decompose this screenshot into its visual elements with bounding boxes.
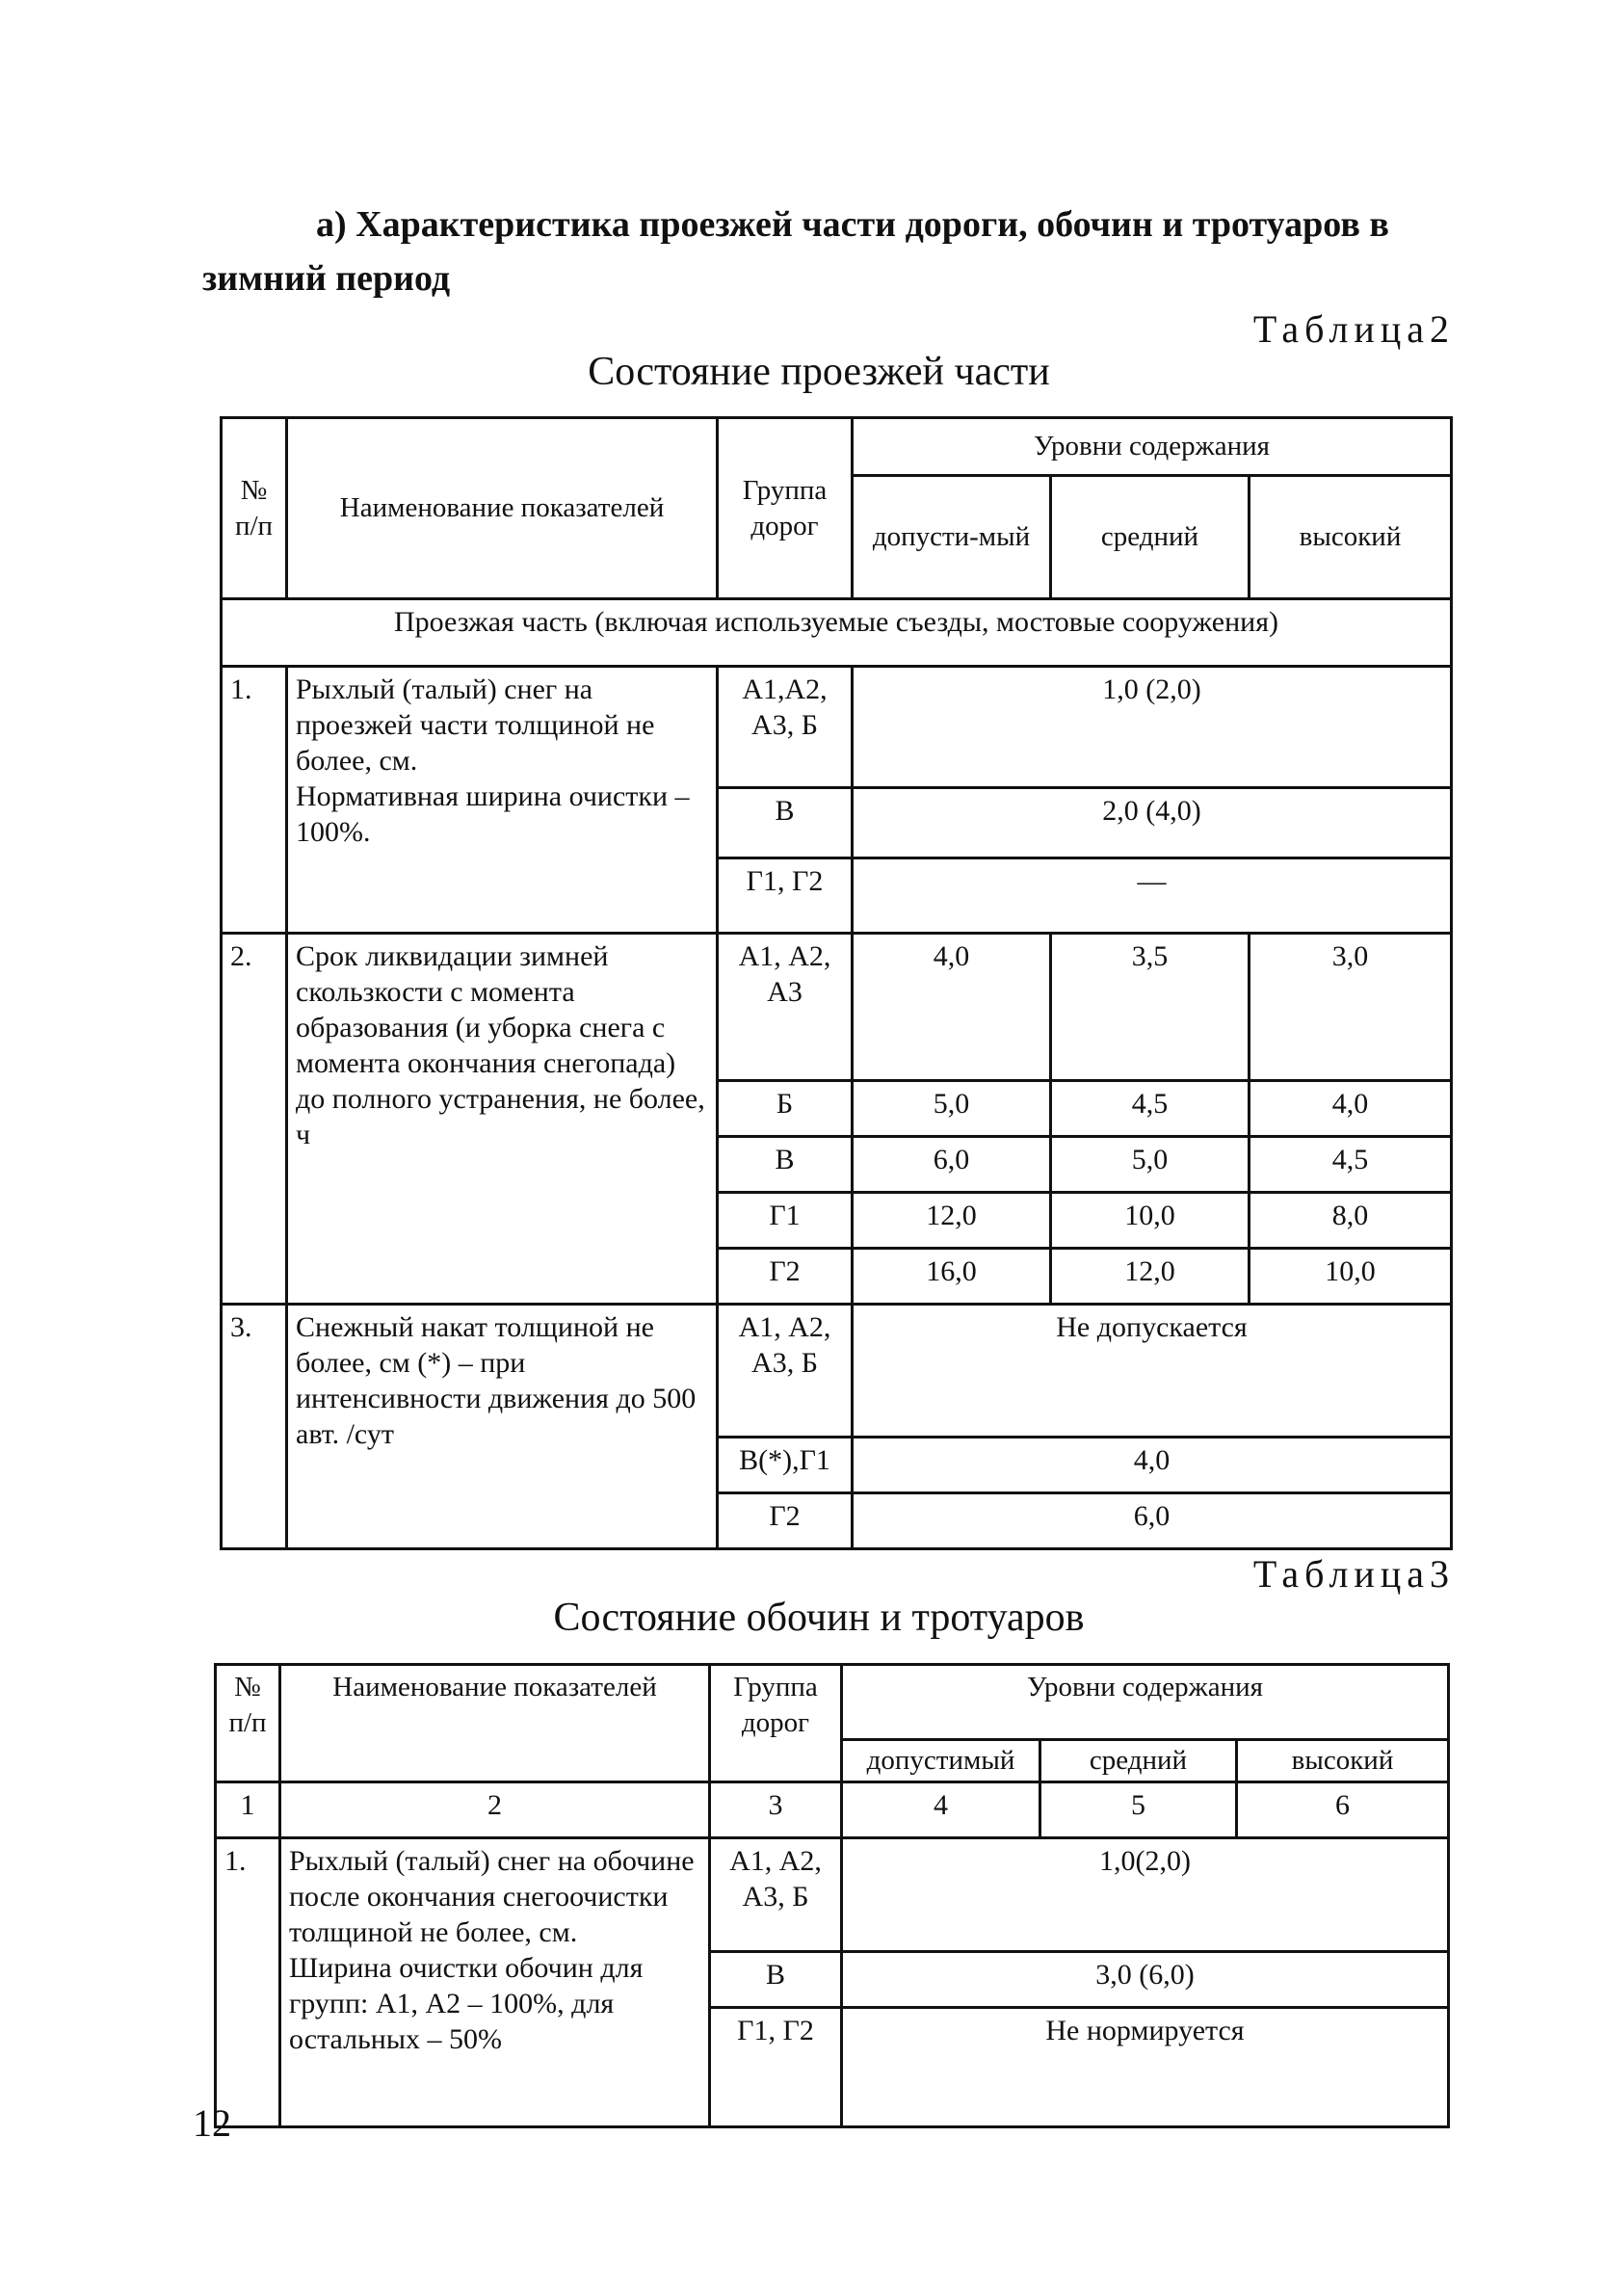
value-medium: 10,0 — [1051, 1193, 1250, 1249]
row-num: 3. — [222, 1305, 287, 1549]
value-cell: 6,0 — [853, 1493, 1452, 1549]
group-cell: А1,А2, А3, Б — [718, 667, 853, 788]
row-name-text-2: Ширина очистки обочин для групп: А1, А2 – 100%, для остальных – 50% — [289, 1952, 644, 2055]
value-acceptable: 5,0 — [853, 1081, 1051, 1137]
header-medium: средний — [1051, 476, 1250, 599]
header-high: высокий — [1237, 1740, 1449, 1782]
value-high: 4,0 — [1250, 1081, 1452, 1137]
col-number: 2 — [280, 1782, 710, 1838]
value-acceptable: 16,0 — [853, 1249, 1051, 1305]
value-acceptable: 4,0 — [853, 934, 1051, 1081]
header-acceptable: допустимый — [842, 1740, 1040, 1782]
value-cell: 4,0 — [853, 1438, 1452, 1493]
col-number: 4 — [842, 1782, 1040, 1838]
group-cell: Г1, Г2 — [718, 858, 853, 934]
header-name: Наименование показателей — [280, 1665, 710, 1782]
value-high: 10,0 — [1250, 1249, 1452, 1305]
value-cell: 2,0 (4,0) — [853, 788, 1452, 858]
row-name-text: Рыхлый (талый) снег на проезжей части толщиной не более, см. — [296, 673, 655, 777]
group-cell: А1, А2, А3, Б — [710, 1838, 842, 1952]
group-cell: Г1 — [718, 1193, 853, 1249]
value-cell: 1,0 (2,0) — [853, 667, 1452, 788]
heading-line-2: зимний период — [202, 258, 451, 299]
header-name: Наименование показателей — [287, 418, 718, 599]
table2-label: Таблица2 — [1252, 307, 1455, 351]
row-name: Снежный накат толщиной не более, см (*) – при интенсивности движения до 500 авт. /сут — [287, 1305, 718, 1549]
header-levels: Уровни содержания — [842, 1665, 1449, 1740]
header-num: № п/п — [222, 418, 287, 599]
row-name-text-2: Нормативная ширина очистки –100%. — [296, 780, 690, 848]
value-high: 8,0 — [1250, 1193, 1452, 1249]
value-medium: 5,0 — [1051, 1137, 1250, 1193]
value-medium: 4,5 — [1051, 1081, 1250, 1137]
table3 — [214, 1663, 1450, 2128]
group-cell: Б — [718, 1081, 853, 1137]
table2 — [220, 416, 1453, 1550]
group-cell: В — [718, 788, 853, 858]
row-name — [287, 667, 718, 934]
header-high: высокий — [1250, 476, 1452, 599]
value-medium: 3,5 — [1051, 934, 1250, 1081]
value-high: 3,0 — [1250, 934, 1452, 1081]
group-cell: Г2 — [718, 1249, 853, 1305]
header-group: Группа дорог — [710, 1665, 842, 1782]
header-num: № п/п — [216, 1665, 280, 1782]
group-cell: Г1, Г2 — [710, 2008, 842, 2127]
section-row: Проезжая часть (включая используемые съезды, мостовые сооружения) — [222, 599, 1452, 667]
row-name — [280, 1838, 710, 2127]
group-cell: А1, А2, А3, Б — [718, 1305, 853, 1438]
col-number: 3 — [710, 1782, 842, 1838]
header-group: Группа дорог — [718, 418, 853, 599]
row-num: 1. — [222, 667, 287, 934]
group-cell: В — [710, 1952, 842, 2008]
value-acceptable: 12,0 — [853, 1193, 1051, 1249]
value-cell: 1,0(2,0) — [842, 1838, 1449, 1952]
value-acceptable: 6,0 — [853, 1137, 1051, 1193]
row-num: 2. — [222, 934, 287, 1305]
header-medium: средний — [1040, 1740, 1237, 1782]
header-levels: Уровни содержания — [853, 418, 1452, 476]
group-cell: В — [718, 1137, 853, 1193]
col-number: 1 — [216, 1782, 280, 1838]
value-cell: — — [853, 858, 1452, 934]
group-cell: В(*),Г1 — [718, 1438, 853, 1493]
value-medium: 12,0 — [1051, 1249, 1250, 1305]
heading-line-1: а) Характеристика проезжей части дороги, обочин и тротуаров в — [316, 204, 1389, 245]
value-cell: Не нормируется — [842, 2008, 1449, 2127]
col-number: 5 — [1040, 1782, 1237, 1838]
value-cell: Не допускается — [853, 1305, 1452, 1438]
header-acceptable: допусти-мый — [853, 476, 1051, 599]
col-number: 6 — [1237, 1782, 1449, 1838]
row-name: Срок ликвидации зимней скользкости с момента образования (и уборка снега с момента окончания снегопада) до полного устранения, не более, ч — [287, 934, 718, 1305]
row-name-text: Рыхлый (талый) снег на обочине после окончания снегоочистки толщиной не более, см. — [289, 1845, 695, 1948]
table3-label: Таблица3 — [1252, 1552, 1455, 1596]
section-heading — [202, 198, 1455, 305]
value-cell: 3,0 (6,0) — [842, 1952, 1449, 2008]
group-cell: А1, А2, А3 — [718, 934, 853, 1081]
page-number: 12 — [193, 2101, 231, 2145]
value-high: 4,5 — [1250, 1137, 1452, 1193]
row-num: 1. — [216, 1838, 280, 2127]
table3-title: Состояние обочин и тротуаров — [553, 1596, 1085, 1640]
table2-title: Состояние проезжей части — [588, 350, 1050, 394]
group-cell: Г2 — [718, 1493, 853, 1549]
